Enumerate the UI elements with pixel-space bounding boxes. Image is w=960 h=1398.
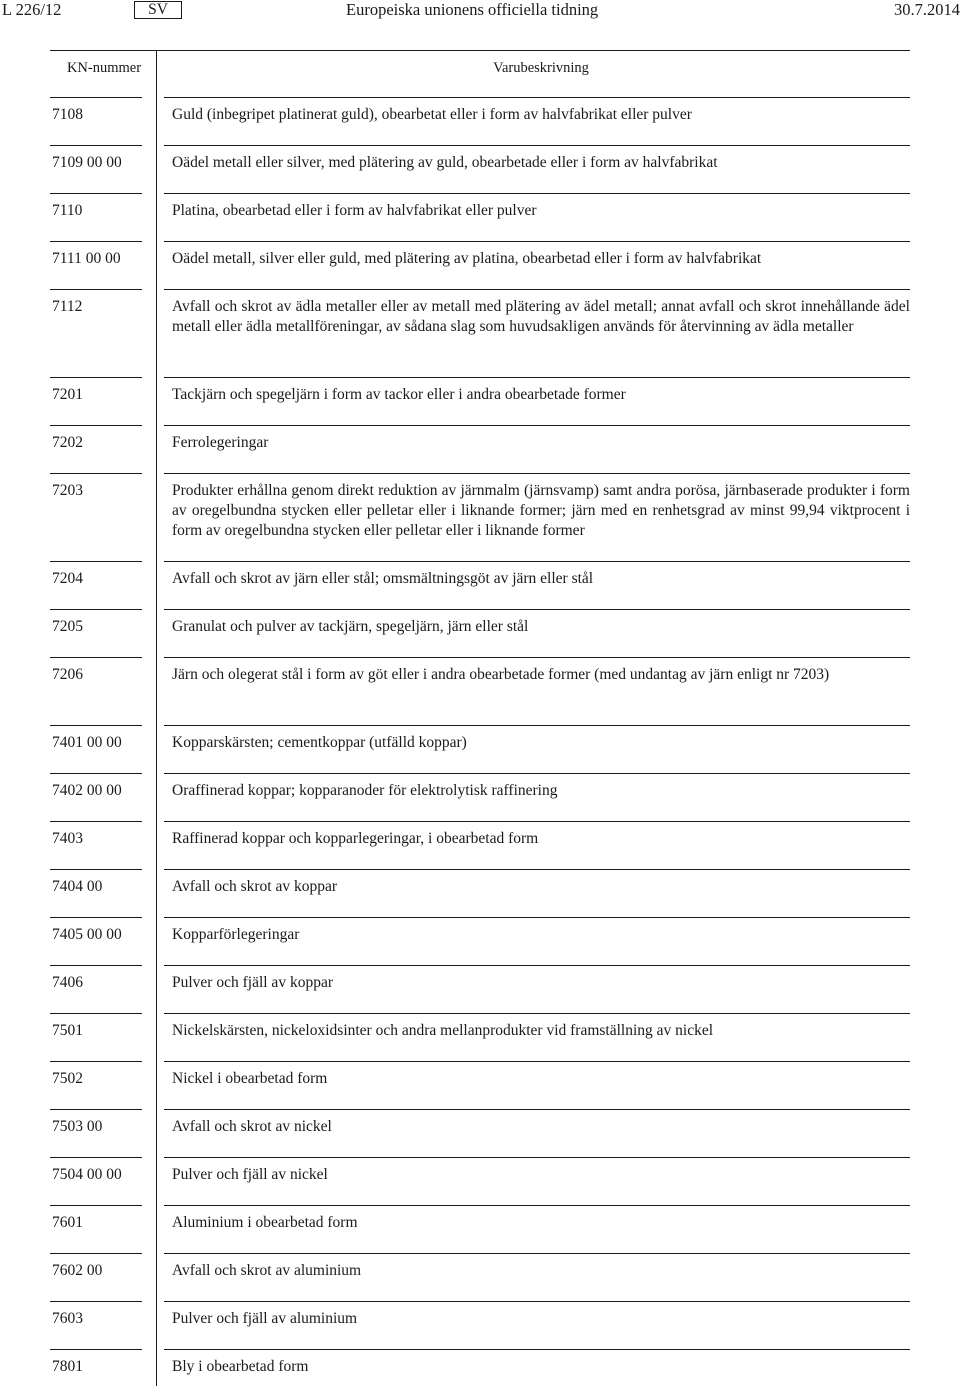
goods-description: Avfall och skrot av nickel bbox=[172, 1118, 332, 1135]
kn-code: 7603 bbox=[52, 1310, 83, 1327]
table-row bbox=[50, 146, 910, 194]
goods-description: Bly i obearbetad form bbox=[172, 1358, 309, 1375]
tariff-table bbox=[50, 50, 910, 1398]
kn-code: 7406 bbox=[52, 974, 83, 991]
table-row bbox=[50, 918, 910, 966]
table-row bbox=[50, 426, 910, 474]
kn-code: 7503 00 bbox=[52, 1118, 103, 1135]
goods-description: Nickel i obearbetad form bbox=[172, 1070, 328, 1087]
goods-description: Nickelskärsten, nickeloxidsinter och andra mellanprodukter vid framställning av nickel bbox=[172, 1022, 714, 1039]
table-row bbox=[50, 966, 910, 1014]
kn-code: 7405 00 00 bbox=[52, 926, 122, 943]
goods-description: Guld (inbegripet platinerat guld), obearbetat eller i form av halvfabrikat eller pulver bbox=[172, 106, 692, 123]
table-header-row bbox=[50, 50, 910, 98]
goods-description: Raffinerad koppar och kopparlegeringar, i obearbetad form bbox=[172, 830, 539, 847]
table-row bbox=[50, 562, 910, 610]
goods-description: Pulver och fjäll av koppar bbox=[172, 974, 333, 991]
table-row bbox=[50, 1254, 910, 1302]
kn-code: 7504 00 00 bbox=[52, 1166, 122, 1183]
table-row bbox=[50, 1350, 910, 1398]
goods-description: Granulat och pulver av tackjärn, spegeljärn, järn eller stål bbox=[172, 618, 529, 635]
goods-description: Pulver och fjäll av aluminium bbox=[172, 1310, 358, 1327]
goods-description: Oädel metall eller silver, med plätering av guld, obearbetade eller i form av halvfabrikat bbox=[172, 154, 718, 171]
kn-code: 7801 bbox=[52, 1358, 83, 1375]
table-row bbox=[50, 1158, 910, 1206]
goods-description: Platina, obearbetad eller i form av halvfabrikat eller pulver bbox=[172, 202, 537, 219]
kn-code: 7402 00 00 bbox=[52, 782, 122, 799]
goods-description: Avfall och skrot av koppar bbox=[172, 878, 337, 895]
kn-code: 7403 bbox=[52, 830, 83, 847]
kn-code: 7501 bbox=[52, 1022, 83, 1039]
column-header-description: Varubeskrivning bbox=[493, 60, 589, 76]
page-reference: L 226/12 bbox=[2, 0, 62, 19]
kn-code: 7602 00 bbox=[52, 1262, 103, 1279]
table-row bbox=[50, 1062, 910, 1110]
kn-code: 7202 bbox=[52, 434, 83, 451]
table-row bbox=[50, 610, 910, 658]
kn-code: 7404 00 bbox=[52, 878, 103, 895]
kn-code: 7112 bbox=[52, 298, 83, 315]
table-row bbox=[50, 1206, 910, 1254]
goods-description: Aluminium i obearbetad form bbox=[172, 1214, 358, 1231]
language-badge: SV bbox=[134, 1, 182, 19]
page-header bbox=[0, 0, 960, 20]
table-row bbox=[50, 822, 910, 870]
column-header-code: KN-nummer bbox=[66, 60, 142, 76]
table-row bbox=[50, 378, 910, 426]
kn-code: 7502 bbox=[52, 1070, 83, 1087]
goods-description: Avfall och skrot av ädla metaller eller av metall med plätering av ädel metall; annat avfall och skrot innehållande ädel metall eller ädla metallföreningar, av sådana slag som huvudsakligen används för återvinning av ädla metaller bbox=[172, 298, 910, 335]
goods-description: Avfall och skrot av aluminium bbox=[172, 1262, 362, 1279]
table-row bbox=[50, 1302, 910, 1350]
table-row bbox=[50, 870, 910, 918]
kn-code: 7203 bbox=[52, 482, 83, 499]
kn-code: 7111 00 00 bbox=[52, 250, 121, 267]
table-row bbox=[50, 726, 910, 774]
kn-code: 7401 00 00 bbox=[52, 734, 122, 751]
table-row bbox=[50, 1014, 910, 1062]
table-row bbox=[50, 194, 910, 242]
kn-code: 7206 bbox=[52, 666, 83, 683]
goods-description: Produkter erhållna genom direkt reduktion av järnmalm (järnsvamp) samt andra porösa, järnbaserade produkter i form av oregelbundna stycken eller pelletar eller i liknande former; järn med en renhetsgrad av minst 99,94 viktprocent i form av oregelbundna stycken eller pelletar eller i liknande former bbox=[172, 482, 910, 539]
goods-description: Kopparförlegeringar bbox=[172, 926, 300, 943]
goods-description: Järn och olegerat stål i form av göt eller i andra obearbetade former (med undantag av järn enligt nr 7203) bbox=[172, 666, 830, 683]
table-row bbox=[50, 658, 910, 726]
goods-description: Avfall och skrot av järn eller stål; omsmältningsgöt av järn eller stål bbox=[172, 570, 594, 587]
goods-description: Oraffinerad koppar; kopparanoder för elektrolytisk raffinering bbox=[172, 782, 558, 799]
table-row bbox=[50, 290, 910, 378]
goods-description: Pulver och fjäll av nickel bbox=[172, 1166, 328, 1183]
table-row bbox=[50, 474, 910, 562]
goods-description: Kopparskärsten; cementkoppar (utfälld koppar) bbox=[172, 734, 467, 751]
kn-code: 7109 00 00 bbox=[52, 154, 122, 171]
kn-code: 7201 bbox=[52, 386, 83, 403]
goods-description: Tackjärn och spegeljärn i form av tackor eller i andra obearbetade former bbox=[172, 386, 626, 403]
kn-code: 7108 bbox=[52, 106, 83, 123]
kn-code: 7601 bbox=[52, 1214, 83, 1231]
kn-code: 7110 bbox=[52, 202, 83, 219]
goods-description: Ferrolegeringar bbox=[172, 434, 269, 451]
goods-description: Oädel metall, silver eller guld, med plätering av platina, obearbetad eller i form av halvfabrikat bbox=[172, 250, 762, 267]
kn-code: 7205 bbox=[52, 618, 83, 635]
journal-title: Europeiska unionens officiella tidning bbox=[346, 0, 599, 19]
table-row bbox=[50, 242, 910, 290]
kn-code: 7204 bbox=[52, 570, 83, 587]
table-row bbox=[50, 1110, 910, 1158]
publication-date: 30.7.2014 bbox=[894, 0, 960, 19]
table-row bbox=[50, 98, 910, 146]
table-row bbox=[50, 774, 910, 822]
